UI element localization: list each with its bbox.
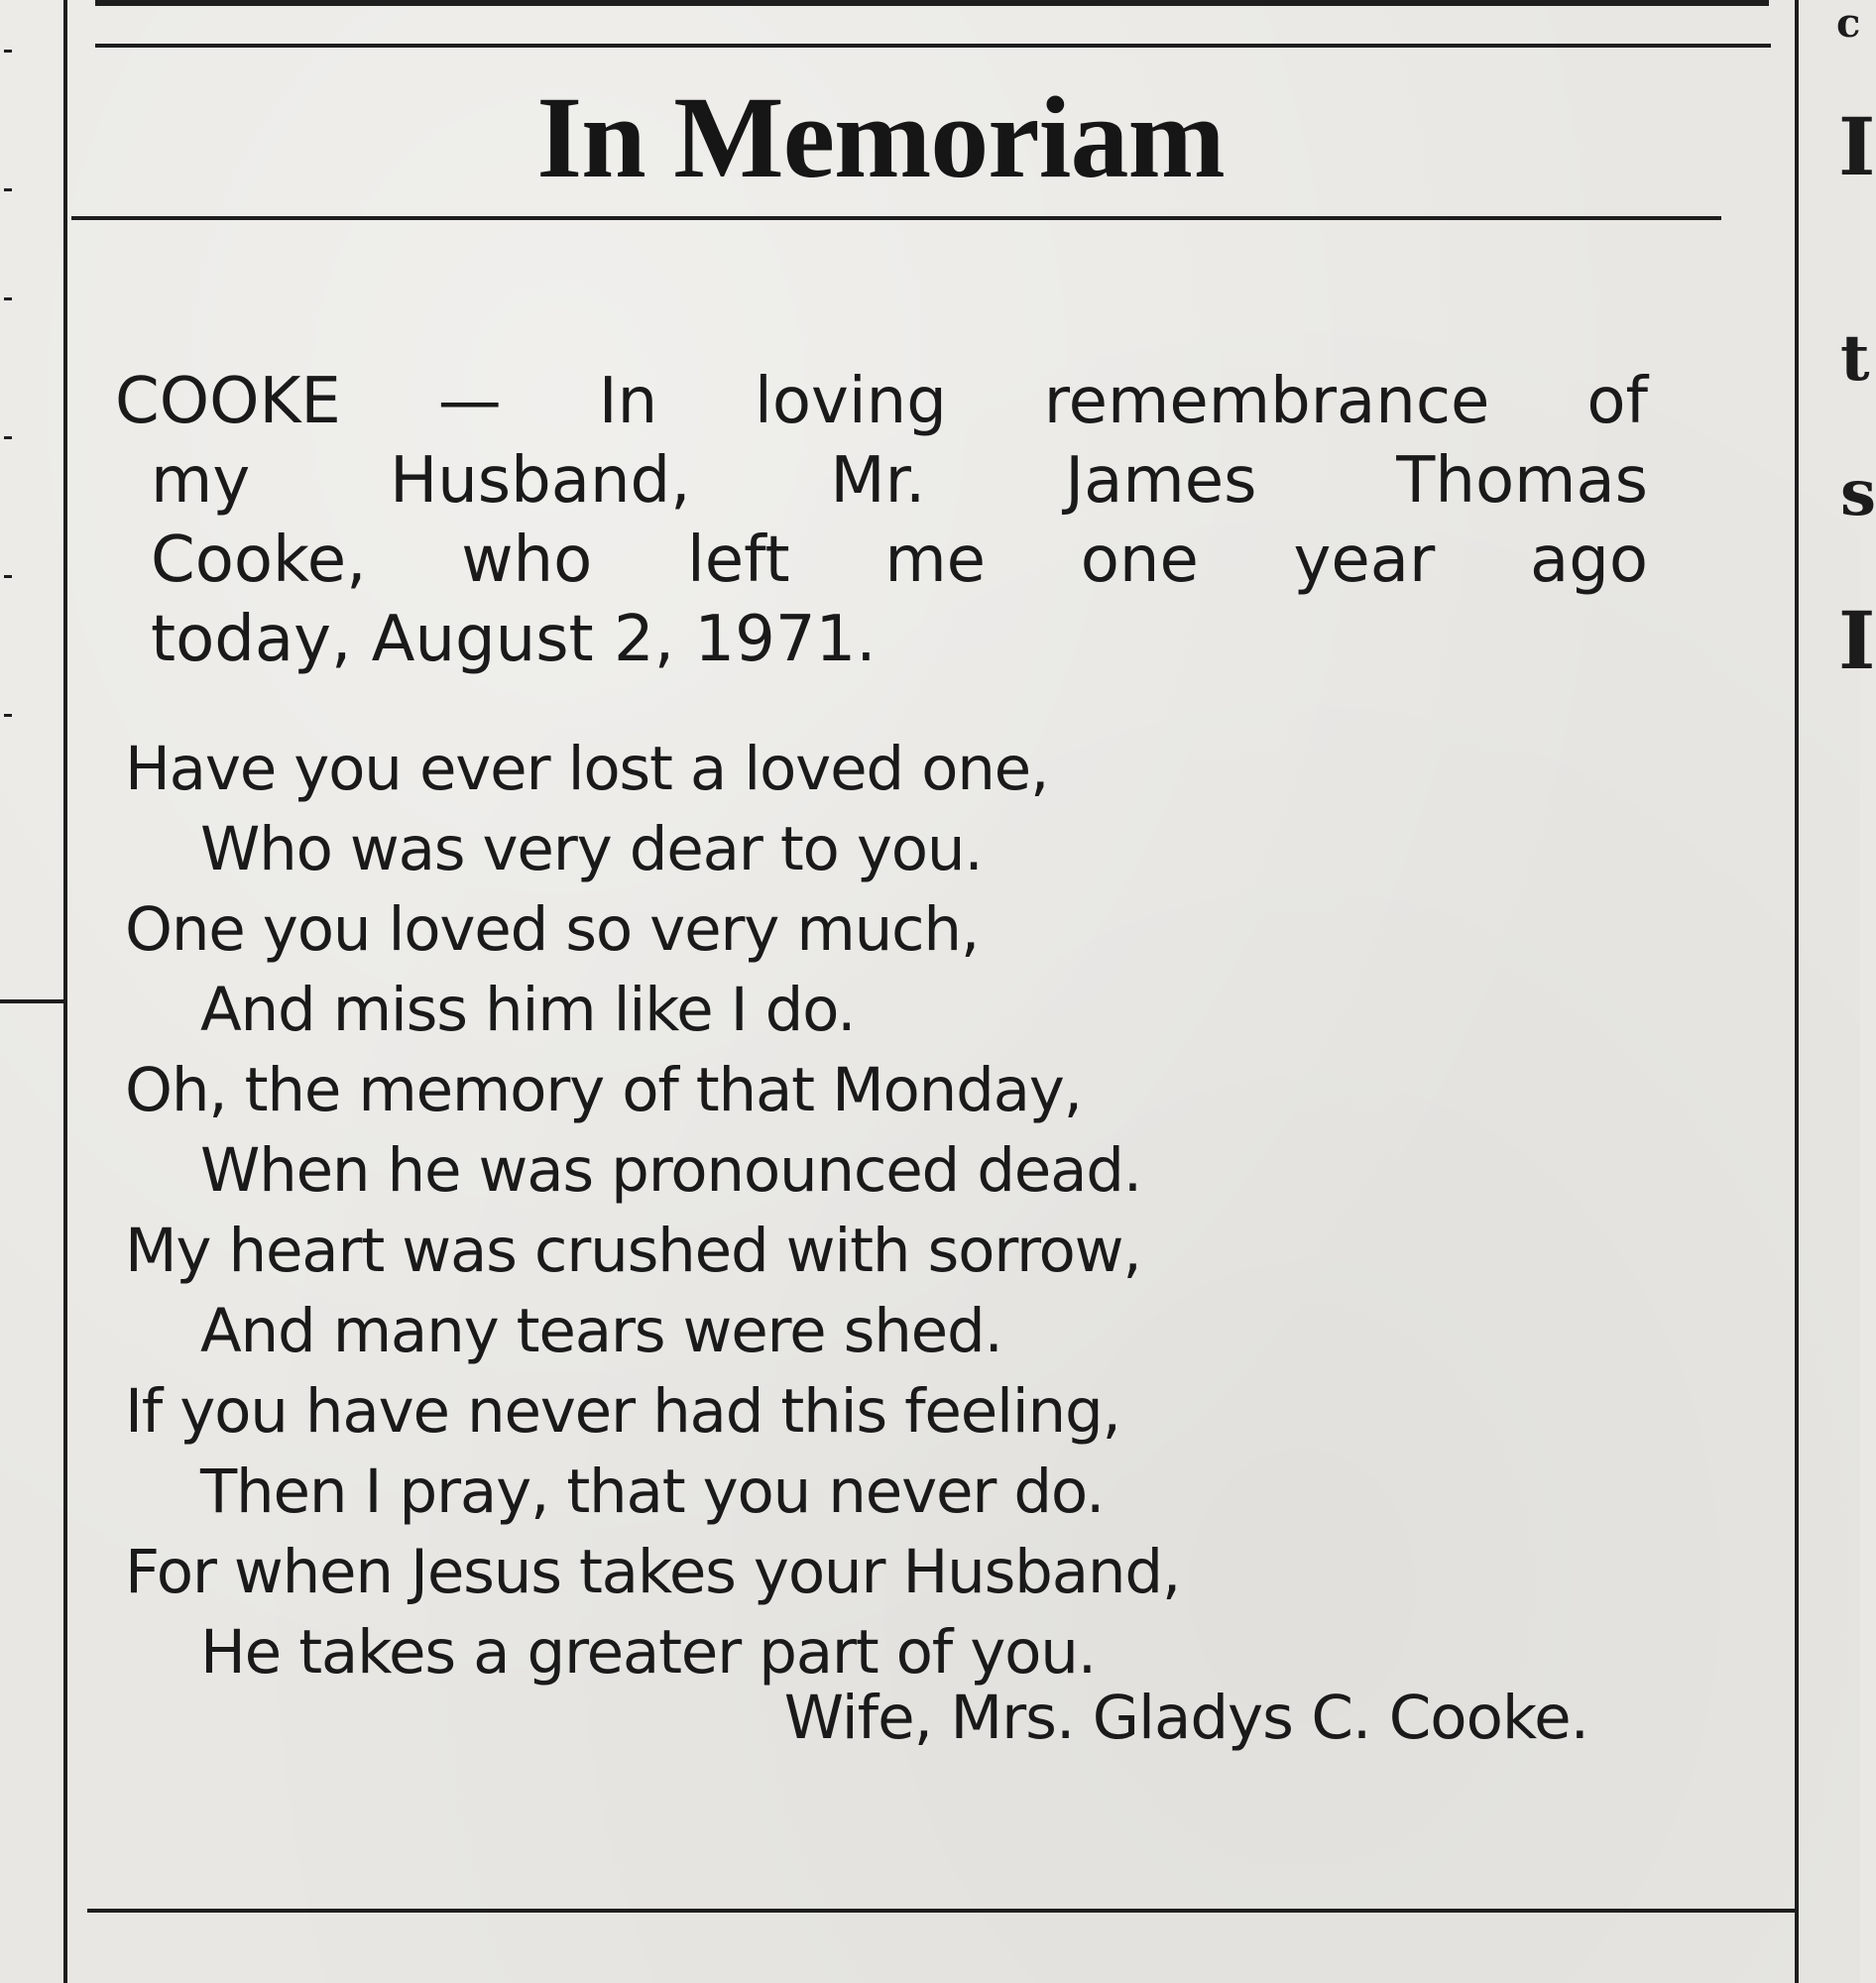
notice-heading: In Memoriam xyxy=(536,72,1225,202)
intro-line: today, August 2, 1971. xyxy=(151,603,877,676)
intro-line: Cooke, who left me one year ago xyxy=(151,524,1648,597)
signature-line: Wife, Mrs. Gladys C. Cooke. xyxy=(783,1683,1588,1753)
left-margin-mark xyxy=(4,436,12,439)
poem-line: For when Jesus takes your Husband, xyxy=(125,1537,1181,1607)
poem-line: When he was pronounced dead. xyxy=(200,1135,1141,1206)
top-heavy-rule xyxy=(95,0,1769,6)
right-column-border xyxy=(1795,0,1799,1983)
left-margin-mark xyxy=(4,714,12,717)
margin-fragment: c xyxy=(1836,0,1861,47)
poem-line: And many tears were shed. xyxy=(200,1296,1002,1366)
poem-line: Have you ever lost a loved one, xyxy=(125,734,1049,804)
intro-line: COOKE — In loving remembrance of xyxy=(115,365,1648,438)
poem-line: Oh, the memory of that Monday, xyxy=(125,1055,1082,1125)
poem-line: My heart was crushed with sorrow, xyxy=(125,1216,1141,1286)
margin-fragment: t xyxy=(1840,321,1870,396)
poem-line: Then I pray, that you never do. xyxy=(200,1457,1105,1527)
margin-fragment: s xyxy=(1840,456,1876,530)
intro-paragraph xyxy=(115,362,1648,679)
intro-line: my Husband, Mr. James Thomas xyxy=(151,444,1648,518)
left-margin-mark xyxy=(4,297,12,300)
poem-line: If you have never had this feeling, xyxy=(125,1376,1120,1447)
heading-underline-rule xyxy=(71,216,1721,220)
margin-fragment: I xyxy=(1838,594,1876,687)
poem-line: One you loved so very much, xyxy=(125,894,980,965)
bottom-rule xyxy=(87,1909,1795,1913)
margin-fragment: I xyxy=(1838,100,1876,193)
memorial-poem xyxy=(0,729,1785,1692)
left-margin-mark xyxy=(4,50,12,53)
top-thin-rule xyxy=(95,44,1771,48)
poem-line: He takes a greater part of you. xyxy=(200,1617,1096,1688)
poem-line: Who was very dear to you. xyxy=(200,814,983,884)
poem-line: And miss him like I do. xyxy=(200,975,856,1045)
left-margin-mark xyxy=(4,575,12,578)
